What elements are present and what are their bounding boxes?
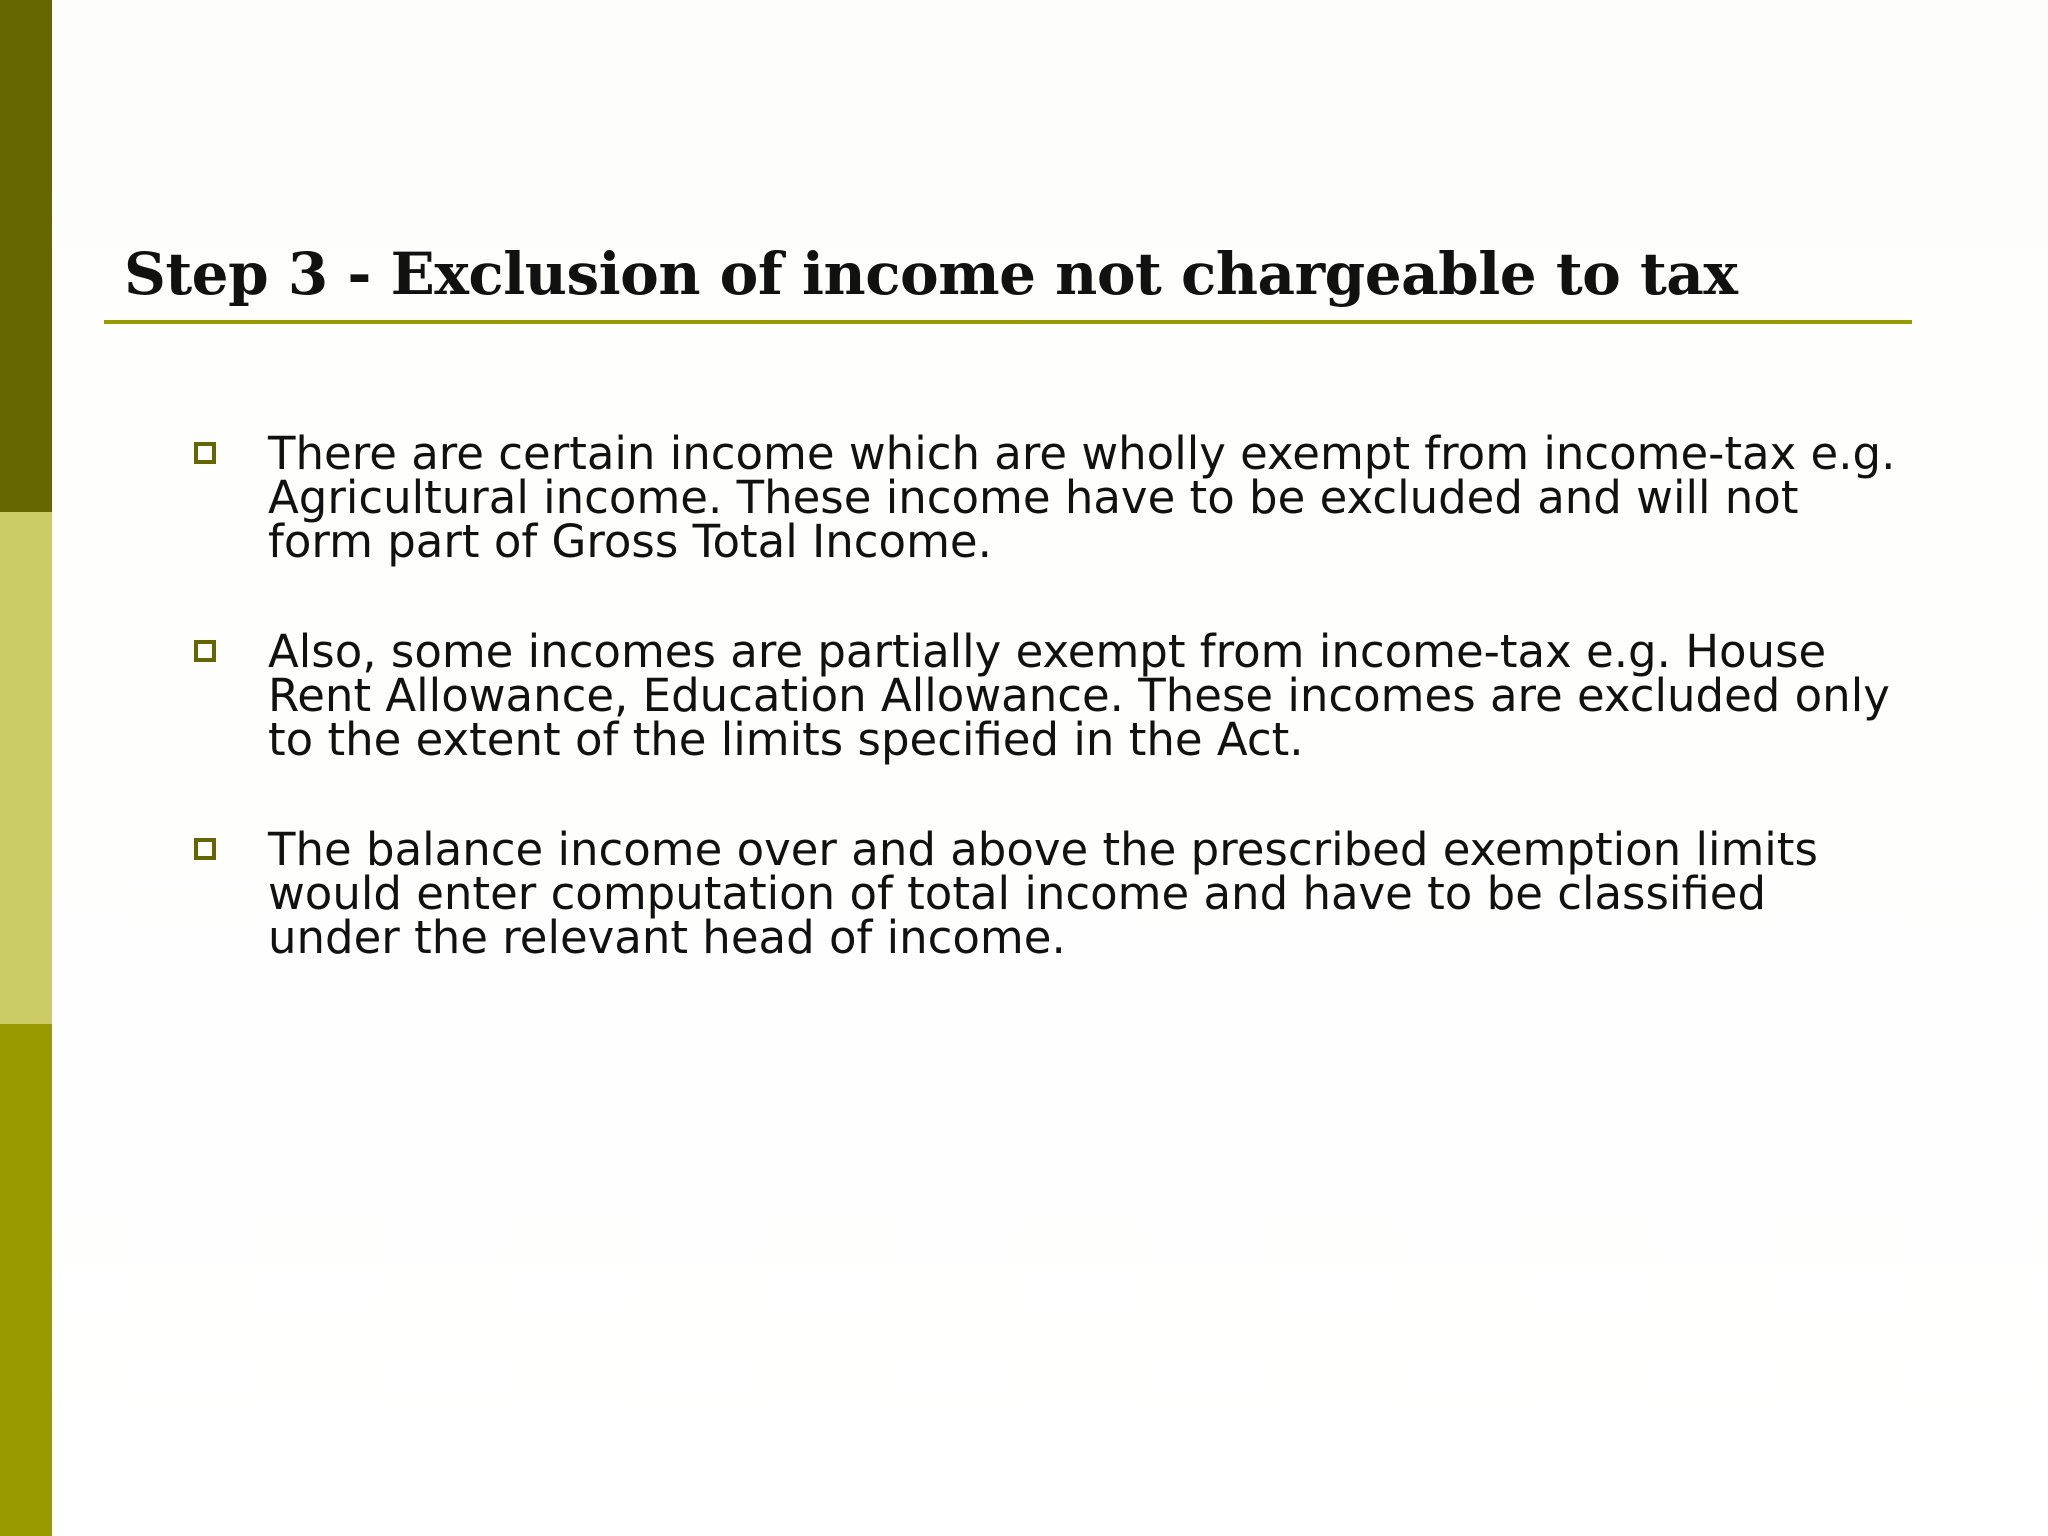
bullet-text: There are certain income which are wholly exempt from income-tax e.g. Agricultural income. These income have to be excluded and will not form part of Gross Total Income. [268, 427, 1896, 568]
side-bar-top-segment [0, 0, 52, 512]
slide-title: Step 3 - Exclusion of income not chargeable to tax [124, 240, 1738, 308]
bullet-item [190, 823, 1910, 964]
bullet-text: Also, some incomes are partially exempt from income-tax e.g. House Rent Allowance, Education Allowance. These incomes are excluded only to the extent of the limits specified in the Act. [268, 625, 1890, 766]
hollow-square-bullet-icon [194, 442, 216, 464]
title-underline [104, 320, 1912, 324]
hollow-square-bullet-icon [194, 838, 216, 860]
bullet-text: The balance income over and above the prescribed exemption limits would enter computation of total income and have to be classified under the relevant head of income. [268, 823, 1818, 964]
hollow-square-bullet-icon [194, 640, 216, 662]
bullet-list [190, 427, 1910, 1026]
side-bar-bottom-segment [0, 1024, 52, 1536]
bullet-item [190, 625, 1910, 766]
side-bar-middle-segment [0, 512, 52, 1024]
bullet-item [190, 427, 1910, 568]
